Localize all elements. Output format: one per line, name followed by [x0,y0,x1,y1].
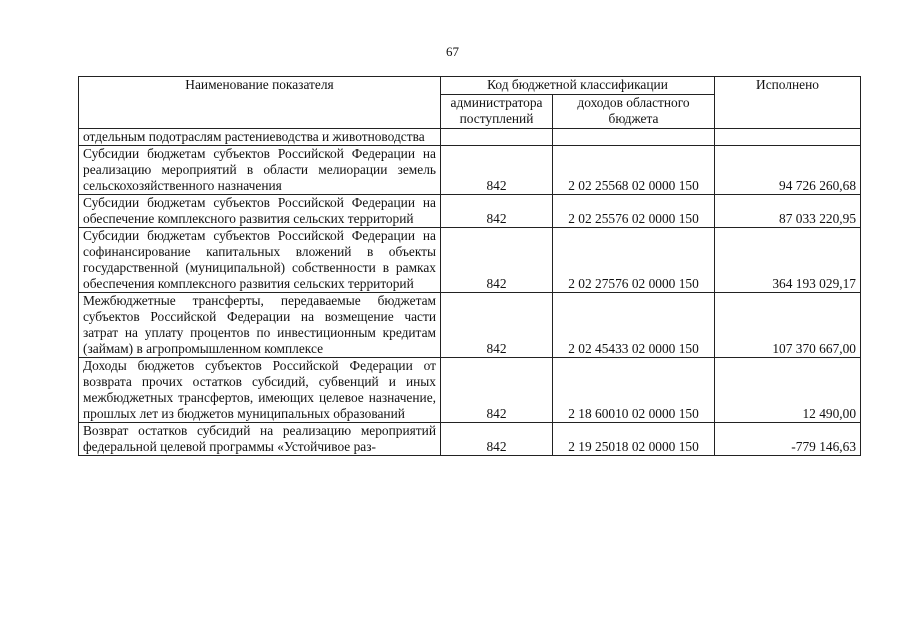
row-name: отдельным подотраслям растениеводства и животноводства [79,129,441,146]
table-row [79,195,861,228]
header-code-group: Код бюджетной классификации [441,77,715,95]
row-admin-code: 842 [441,293,553,358]
row-admin-code: 842 [441,423,553,456]
row-amount [715,129,861,146]
row-name: Субсидии бюджетам субъектов Российской Федерации на софинансирование капитальных вложений в объекты государственной (муниципальной) собственности в рамках обеспечения комплексного развития сельских территорий [79,228,441,293]
table-row [79,129,861,146]
row-admin-code: 842 [441,195,553,228]
row-amount: 87 033 220,95 [715,195,861,228]
row-name: Субсидии бюджетам субъектов Российской Федерации на реализацию мероприятий в области мелиорации земель сельскохозяйственного назначения [79,146,441,195]
row-name: Возврат остатков субсидий на реализацию мероприятий федеральной целевой программы «Устойчивое раз- [79,423,441,456]
header-income: доходов областного бюджета [553,95,715,129]
header-name: Наименование показателя [79,77,441,129]
row-name: Субсидии бюджетам субъектов Российской Федерации на обеспечение комплексного развития сельских территорий [79,195,441,228]
row-income-code [553,129,715,146]
row-amount: 94 726 260,68 [715,146,861,195]
table-row [79,228,861,293]
row-amount: 107 370 667,00 [715,293,861,358]
row-amount: 12 490,00 [715,358,861,423]
header-executed: Исполнено [715,77,861,129]
budget-table [78,76,861,456]
row-name: Доходы бюджетов субъектов Российской Федерации от возврата прочих остатков субсидий, субвенций и иных межбюджетных трансфертов, имеющих целевое назначение, прошлых лет из бюджетов муниципальных образований [79,358,441,423]
header-admin: администратора поступлений [441,95,553,129]
row-income-code: 2 19 25018 02 0000 150 [553,423,715,456]
row-admin-code [441,129,553,146]
row-amount: -779 146,63 [715,423,861,456]
table-header [79,77,861,129]
table-row [79,358,861,423]
row-income-code: 2 18 60010 02 0000 150 [553,358,715,423]
row-admin-code: 842 [441,146,553,195]
row-income-code: 2 02 25576 02 0000 150 [553,195,715,228]
row-income-code: 2 02 45433 02 0000 150 [553,293,715,358]
row-admin-code: 842 [441,228,553,293]
row-admin-code: 842 [441,358,553,423]
table-row [79,423,861,456]
row-amount: 364 193 029,17 [715,228,861,293]
table-row [79,146,861,195]
row-income-code: 2 02 25568 02 0000 150 [553,146,715,195]
row-name: Межбюджетные трансферты, передаваемые бюджетам субъектов Российской Федерации на возмещение части затрат на уплату процентов по инвестиционным кредитам (займам) в агропромышленном комплексе [79,293,441,358]
page-number: 67 [446,44,459,59]
row-income-code: 2 02 27576 02 0000 150 [553,228,715,293]
table-row [79,293,861,358]
